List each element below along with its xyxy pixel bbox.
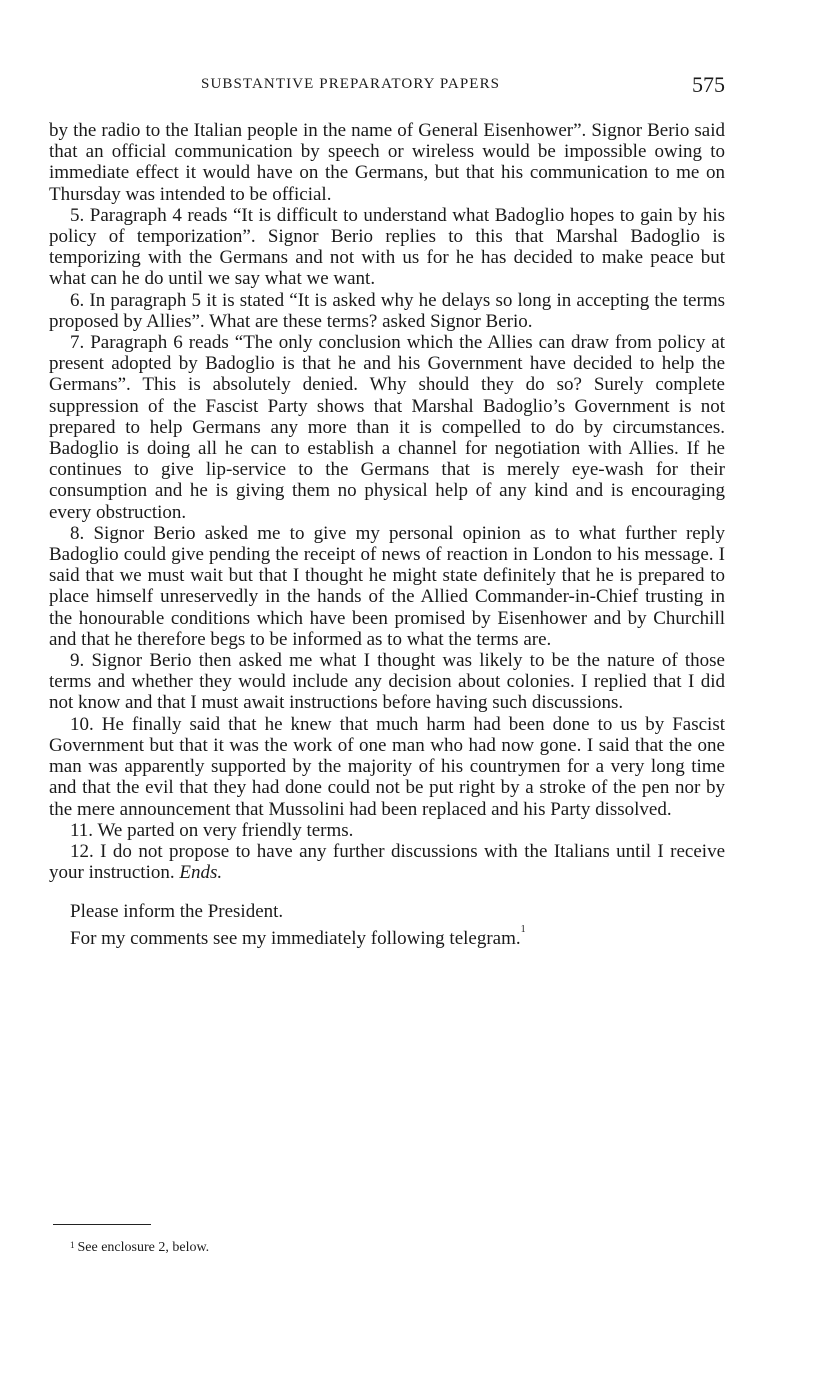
- body-text: [49, 120, 725, 952]
- running-head: [49, 72, 725, 102]
- footnote-text: See enclosure 2, below.: [77, 1240, 210, 1255]
- paragraph-number: 6.: [70, 289, 85, 311]
- paragraph-text: He finally said that he knew that much harm had been done to us by Fascist Government but that it was the work of one man who had now gone. I said that the one man was apparently supported by the majority of his countrymen for a very long time and that the evil that they had done could not be put right by a stroke of the pen nor by the mere announcement that Mussolini had been replaced and his Party dissolved.: [49, 713, 725, 820]
- paragraph-number: 11.: [70, 819, 94, 841]
- paragraph-number: 5.: [70, 204, 85, 226]
- paragraph-10: [49, 714, 725, 820]
- paragraph-5: [49, 205, 725, 290]
- page-number: 575: [692, 72, 725, 97]
- paragraph-number: 7.: [70, 332, 85, 354]
- paragraph-6: [49, 290, 725, 332]
- footnote-divider: [53, 1224, 151, 1225]
- closing-line-comments: [49, 925, 725, 952]
- closing-comments-text: For my comments see my immediately following telegram.: [70, 928, 521, 950]
- paragraph-9: [49, 650, 725, 714]
- paragraph-text: Signor Berio then asked me what I thought was likely to be the nature of those terms and whether they would include any decision about colonies. I replied that I did not know and that I must await instructions before having such discussions.: [49, 650, 725, 714]
- paragraph-text: by the radio to the Italian people in the name of General Eisenhower”. Signor Berio said that an official communication by speech or wireless would be impossible owing to immediate effect it would have on the Germans, but that his communication to me on Thursday was intended to be official.: [49, 120, 725, 205]
- paragraph-text: Paragraph 4 reads “It is difficult to understand what Badoglio hopes to gain by his policy of temporization”. Signor Berio replies to this that Marshal Badoglio is temporizing with the Germans and not with us for he has decided to make peace but what can he do until we say what we want.: [49, 204, 725, 290]
- ends-marker: Ends.: [179, 862, 223, 884]
- paragraph-7: [49, 332, 725, 523]
- paragraph-text: We parted on very friendly terms.: [97, 819, 354, 841]
- paragraph-8: [49, 523, 725, 650]
- footnote-reference: 1: [520, 924, 526, 936]
- running-title: SUBSTANTIVE PREPARATORY PAPERS: [201, 76, 501, 92]
- paragraph-number: 12.: [70, 840, 94, 862]
- paragraph-number: 10.: [70, 713, 94, 735]
- closing-block: [49, 898, 725, 952]
- closing-line-inform: Please inform the President.: [70, 901, 284, 923]
- paragraph-text: I do not propose to have any further discussions with the Italians until I receive your instruction.: [49, 840, 726, 884]
- footnote: [70, 1240, 209, 1256]
- paragraph-text: In paragraph 5 it is stated “It is asked why he delays so long in accepting the terms proposed by Allies”. What are these terms? asked Signor Berio.: [49, 289, 725, 332]
- paragraph-11: [49, 820, 725, 841]
- paragraph-number: 9.: [70, 650, 85, 672]
- paragraph-continued: [49, 120, 725, 205]
- footnote-mark: 1: [70, 1240, 75, 1250]
- document-page: [49, 0, 725, 1380]
- paragraph-text: Signor Berio asked me to give my personal opinion as to what further reply Badoglio could give pending the receipt of news of reaction in London to his message. I said that we must wait but that I thought he might state definitely that he is prepared to place himself unreservedly in the hands of the Allied Commander-in-Chief trusting in the honourable conditions which have been promised by Eisenhower and by Churchill and that he therefore begs to be informed as to what the terms are.: [49, 522, 726, 650]
- paragraph-text: Paragraph 6 reads “The only conclusion which the Allies can draw from policy at present adopted by Badoglio is that he and his Government have decided to help the Germans”. This is absolutely denied. Why should they do so? Surely complete suppression of the Fascist Party shows that Marshal Badoglio’s Government is not prepared to help Germans any more than it is compelled to do by circumstances. Badoglio is doing all he can to establish a channel for negotiation with Allies. If he continues to give lip-service to the Germans that is merely eye-wash for their consumption and he is giving them no physical help of any kind and is encouraging every obstruction.: [49, 332, 725, 523]
- paragraph-number: 8.: [70, 522, 85, 544]
- paragraph-12: [49, 841, 725, 883]
